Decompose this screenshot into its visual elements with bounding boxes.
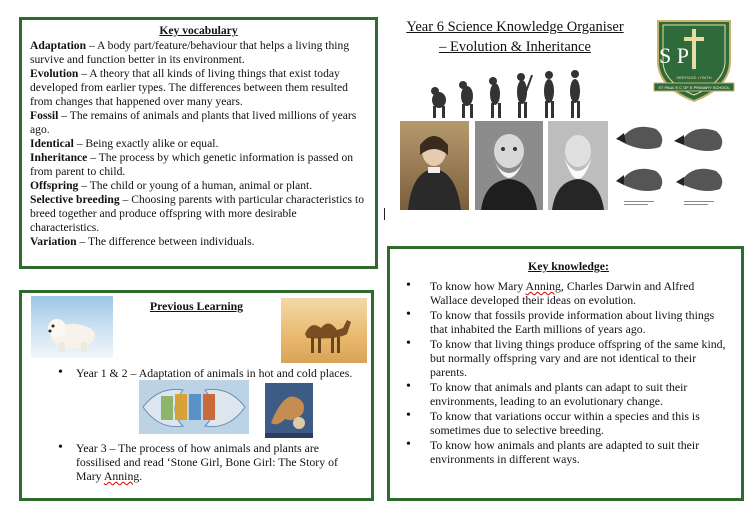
key-knowledge-item: • To know that living things produce offspring of the same kind, but normally offspring vary and are not identical to their parents. <box>406 337 731 379</box>
mary-anning-portrait <box>400 121 469 210</box>
logo-motto: HERITAGE • FAITH <box>676 75 712 80</box>
key-vocabulary-title: Key vocabulary <box>159 24 238 37</box>
school-logo <box>652 17 736 103</box>
darwin-finches-drawing <box>614 113 734 210</box>
page-title-line1: Year 6 Science Knowledge Organiser <box>406 19 624 35</box>
previous-learning-title: Previous Learning <box>149 299 244 313</box>
previous-learning-list-1 <box>58 366 358 380</box>
logo-school-name: ST PAUL'S C OF E PRIMARY SCHOOL <box>658 85 730 90</box>
previous-learning-panel <box>19 290 374 501</box>
camel-image <box>281 298 367 363</box>
vocab-entry: Inheritance – The process by which genetic information is passed on from parent to child. <box>30 151 354 178</box>
previous-learning-item: • Year 3 – The process of how animals and plants are fossilised and read ‘Stone Girl, Bone Girl: The Story of Mary Anning. <box>58 441 358 483</box>
vocab-entry: Evolution – A theory that all kinds of living things that exist today developed from earlier types. The differences between them resulted from changes that happened over many years. <box>30 67 348 108</box>
vocab-entry: Variation – The difference between individuals. <box>30 235 255 248</box>
logo-letters: S P <box>659 43 689 68</box>
key-knowledge-list <box>406 279 731 466</box>
previous-learning-item: • Year 1 & 2 – Adaptation of animals in hot and cold places. <box>58 366 358 380</box>
evolution-march-image <box>427 66 587 120</box>
key-knowledge-title: Key knowledge: <box>528 259 609 273</box>
vocab-entry: Selective breeding – Choosing parents with particular characteristics to breed together and produce offspring with more desirable characteristics. <box>30 193 364 234</box>
key-knowledge-item: • To know that fossils provide information about living things that inhabited the Earth millions of years ago. <box>406 308 731 336</box>
stone-girl-book-cover <box>265 383 313 438</box>
charles-darwin-portrait <box>475 121 543 210</box>
vocab-entry: Fossil – The remains of animals and plants that lived millions of years ago. <box>30 109 357 136</box>
key-knowledge-item: • To know that animals and plants can adapt to suit their environments, leading to an evolutionary change. <box>406 380 731 408</box>
alfred-wallace-portrait <box>548 121 608 210</box>
key-knowledge-item: • To know that variations occur within a species and this is sometimes due to selective breeding. <box>406 409 731 437</box>
page-title-line2: – Evolution & Inheritance <box>439 39 591 55</box>
polar-bear-image <box>31 296 113 358</box>
vocab-entry: Identical – Being exactly alike or equal. <box>30 137 219 150</box>
books-display-image <box>139 380 249 434</box>
key-knowledge-item: • To know how animals and plants are adapted to suit their environments in different ways. <box>406 438 731 466</box>
previous-learning-list-2 <box>58 441 358 483</box>
text-cursor <box>384 208 385 220</box>
vocab-entry: Offspring – The child or young of a human, animal or plant. <box>30 179 313 192</box>
key-vocabulary-panel <box>19 17 378 269</box>
key-knowledge-item: • To know how Mary Anning, Charles Darwin and Alfred Wallace developed their ideas on evolution. <box>406 279 731 307</box>
vocab-entry: Adaptation – A body part/feature/behaviour that helps a living thing survive and function better in its environment. <box>30 39 350 66</box>
page-title <box>383 17 647 57</box>
key-knowledge-panel <box>387 246 744 501</box>
